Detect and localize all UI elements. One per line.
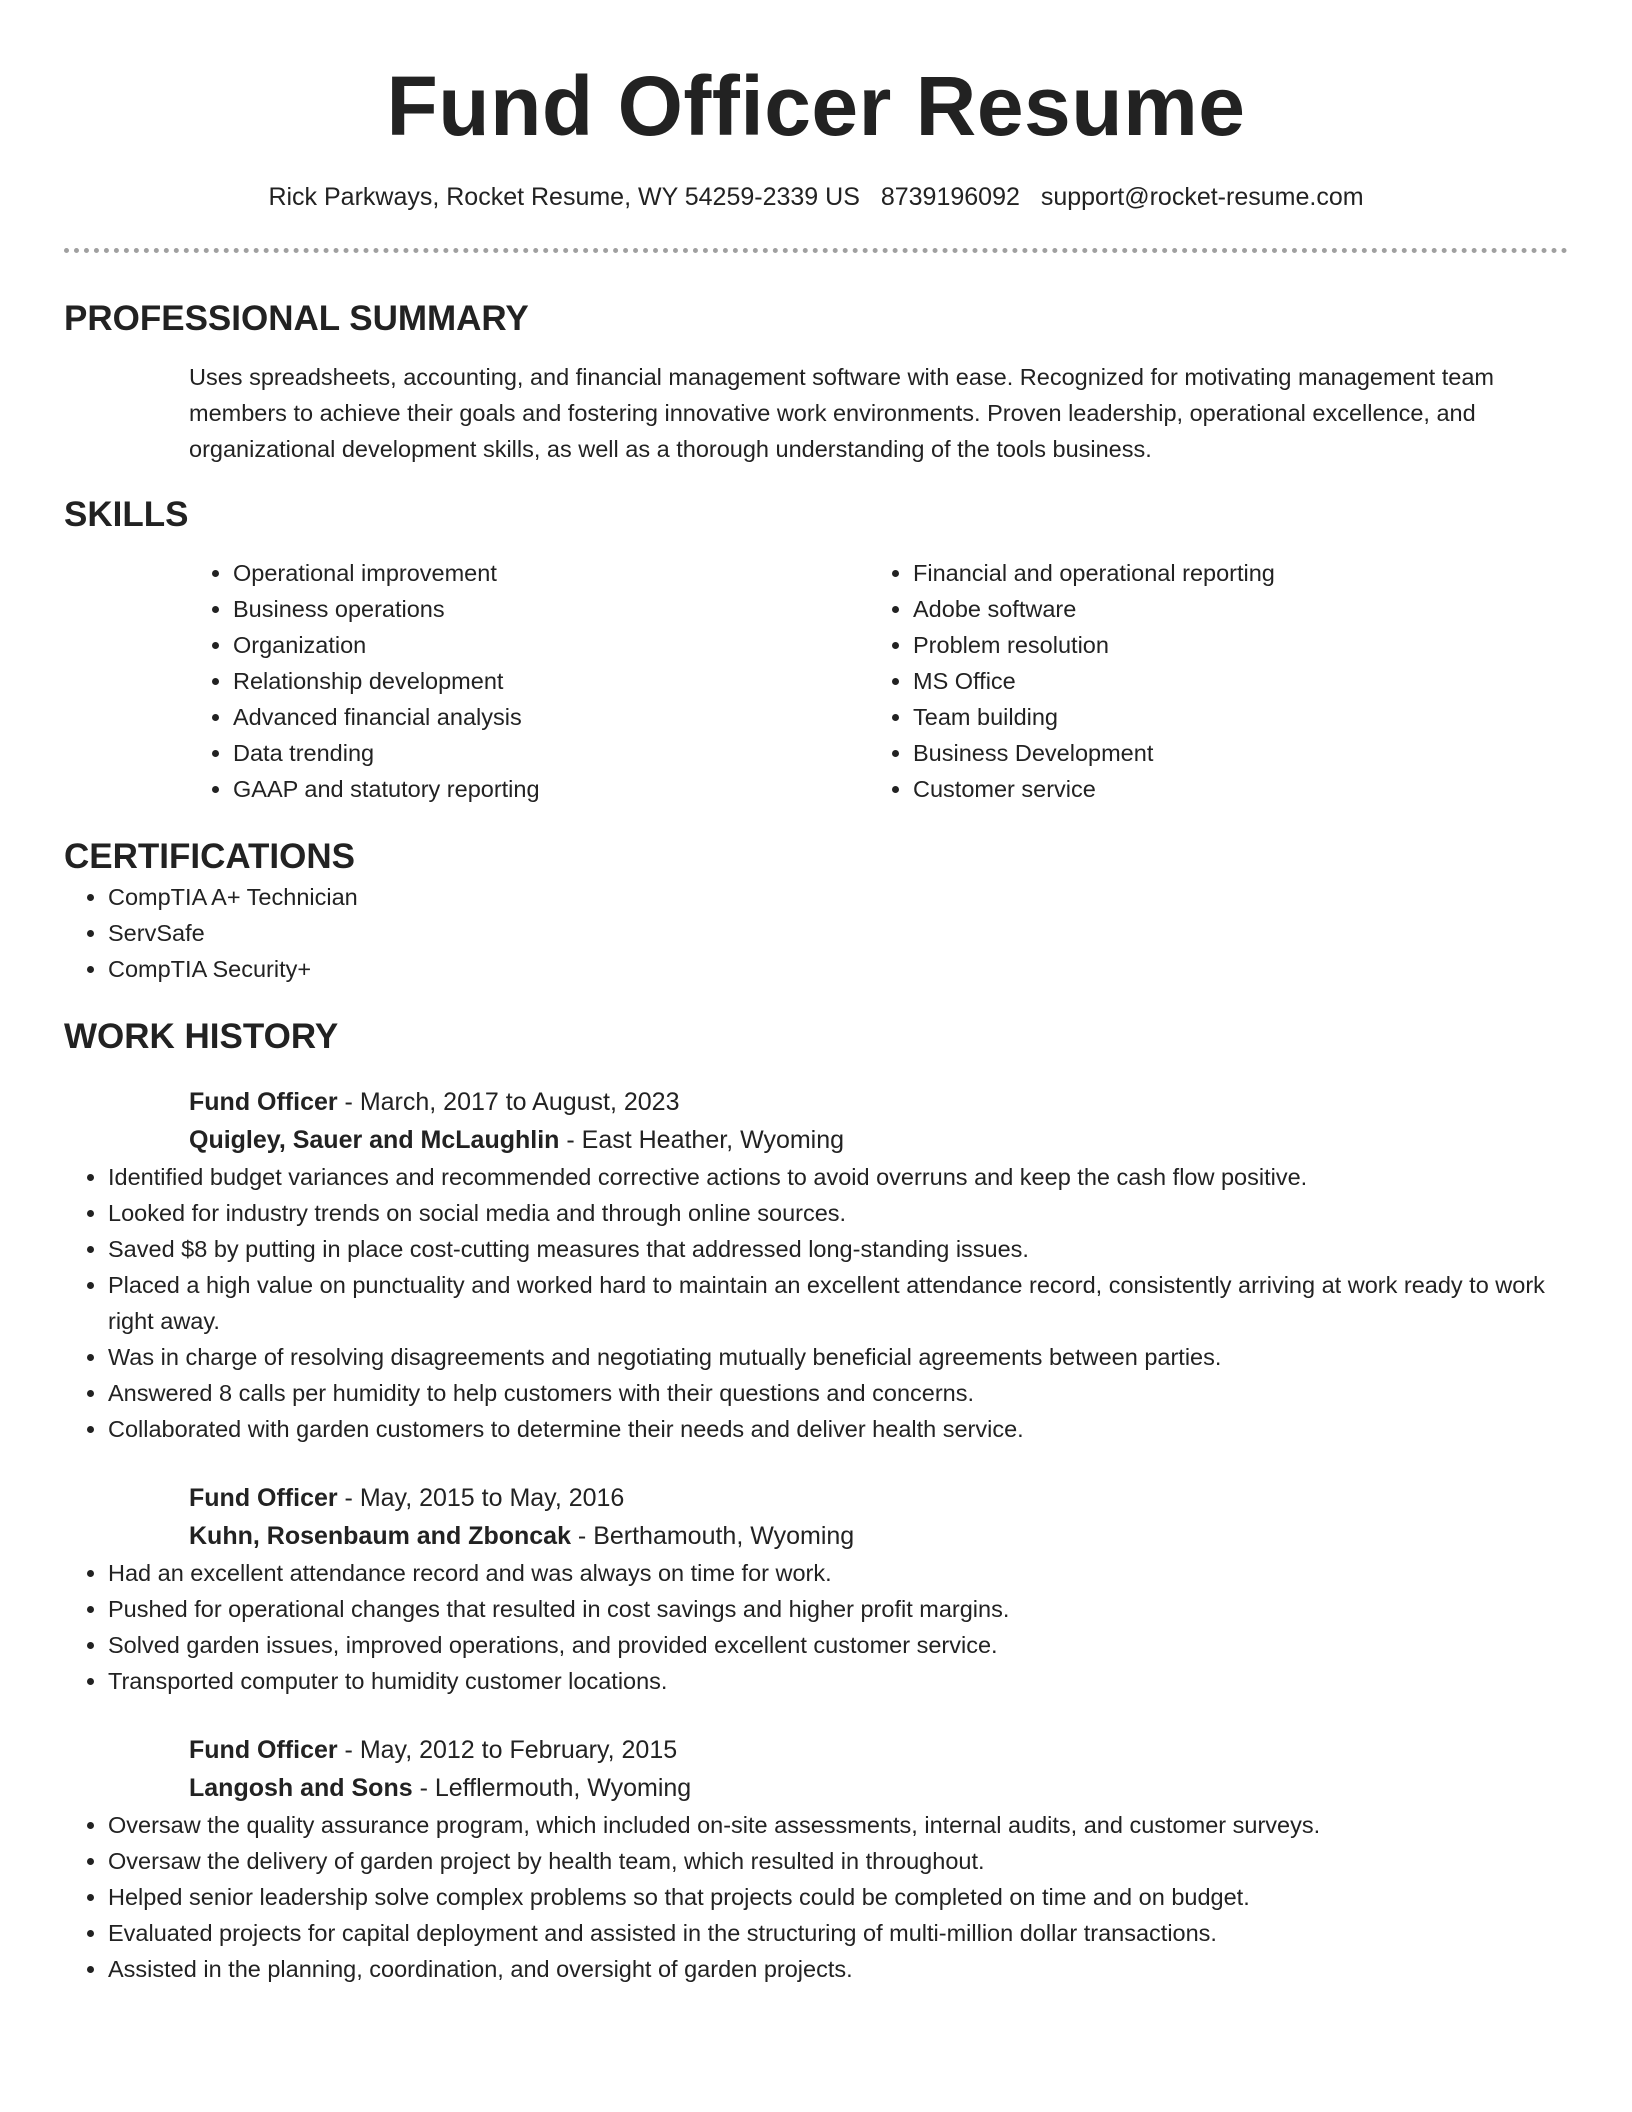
job-title: Fund Officer <box>189 1484 338 1512</box>
job-bullet: • Looked for industry trends on social media and through online sources. <box>108 1195 1568 1231</box>
skill-item: • Business operations <box>233 591 869 627</box>
job-entry <box>189 1479 1568 1555</box>
skill-item: • GAAP and statutory reporting <box>233 771 869 807</box>
contact-email: support@rocket-resume.com <box>1040 183 1364 211</box>
job-bullet: • Saved $8 by putting in place cost-cutting measures that addressed long-standing issues. <box>108 1231 1568 1267</box>
section-heading-certifications: CERTIFICATIONS <box>64 837 356 876</box>
section-heading-summary: PROFESSIONAL SUMMARY <box>64 299 529 338</box>
skill-item: • MS Office <box>913 663 1549 699</box>
page-title: Fund Officer Resume <box>386 59 1246 153</box>
job-title-line <box>189 1083 1568 1121</box>
job-title: Fund Officer <box>189 1736 338 1764</box>
job-bullet: • Evaluated projects for capital deployment and assisted in the structuring of multi-million dollar transactions. <box>108 1915 1568 1951</box>
skills-grid <box>189 555 1568 807</box>
skills-list-left <box>189 555 869 807</box>
job-bullet: • Had an excellent attendance record and was always on time for work. <box>108 1555 1568 1591</box>
job-bullet: • Helped senior leadership solve complex problems so that projects could be completed on time and on budget. <box>108 1879 1568 1915</box>
header-divider <box>64 248 1568 253</box>
job-dates: - March, 2017 to August, 2023 <box>337 1088 680 1116</box>
job-title-line <box>189 1479 1568 1517</box>
job-company-line <box>189 1517 1568 1555</box>
job-dates: - May, 2012 to February, 2015 <box>337 1736 678 1764</box>
job-bullet: • Was in charge of resolving disagreements and negotiating mutually beneficial agreements between parties. <box>108 1339 1568 1375</box>
job-bullet: • Collaborated with garden customers to determine their needs and deliver health service. <box>108 1411 1568 1447</box>
skill-item: • Problem resolution <box>913 627 1549 663</box>
job-bullet: • Placed a high value on punctuality and worked hard to maintain an excellent attendance record, consistently arriving at work ready to work right away. <box>108 1267 1568 1339</box>
job-bullet: • Oversaw the quality assurance program, which included on-site assessments, internal audits, and customer surveys. <box>108 1807 1568 1843</box>
skill-item: • Team building <box>913 699 1549 735</box>
job-company-line <box>189 1121 1568 1159</box>
certification-item: • CompTIA A+ Technician <box>108 879 1568 915</box>
contact-address: Rick Parkways, Rocket Resume, WY 54259-2339 US <box>268 183 860 211</box>
skill-item: • Relationship development <box>233 663 869 699</box>
job-location: - Lefflermouth, Wyoming <box>412 1774 692 1802</box>
job-bullet: • Pushed for operational changes that resulted in cost savings and higher profit margins. <box>108 1591 1568 1627</box>
skill-item: • Data trending <box>233 735 869 771</box>
skills-list-right <box>869 555 1549 807</box>
section-heading-skills: SKILLS <box>64 495 189 534</box>
skill-item: • Advanced financial analysis <box>233 699 869 735</box>
certification-item: • CompTIA Security+ <box>108 951 1568 987</box>
job-company: Quigley, Sauer and McLaughlin <box>189 1126 560 1154</box>
job-title-line <box>189 1731 1568 1769</box>
skill-item: • Organization <box>233 627 869 663</box>
job-bullet: • Transported computer to humidity customer locations. <box>108 1663 1568 1699</box>
job-location: - Berthamouth, Wyoming <box>570 1522 855 1550</box>
skills-column-right <box>869 555 1549 807</box>
job-company: Langosh and Sons <box>189 1774 413 1802</box>
job-bullet: • Answered 8 calls per humidity to help customers with their questions and concerns. <box>108 1375 1568 1411</box>
section-heading-work-history: WORK HISTORY <box>64 1017 339 1056</box>
job-bullet: • Oversaw the delivery of garden project by health team, which resulted in throughout. <box>108 1843 1568 1879</box>
skill-item: • Business Development <box>913 735 1549 771</box>
job-bullet-list <box>64 1807 1568 1987</box>
skill-item: • Adobe software <box>913 591 1549 627</box>
job-bullet-list <box>64 1159 1568 1447</box>
skill-item: • Operational improvement <box>233 555 869 591</box>
job-company: Kuhn, Rosenbaum and Zboncak <box>189 1522 571 1550</box>
summary-text: Uses spreadsheets, accounting, and financial management software with ease. Recognized for motivating management team members to achieve their goals and fostering innovative work environments. Proven leadership, operational excellence, and organizational development skills, as well as a thorough understanding of the tools business. <box>189 364 1494 462</box>
job-title: Fund Officer <box>189 1088 338 1116</box>
contact-line <box>64 180 1568 214</box>
job-company-line <box>189 1769 1568 1807</box>
certifications-list <box>64 879 1568 987</box>
job-bullet-list <box>64 1555 1568 1699</box>
skill-item: • Customer service <box>913 771 1549 807</box>
job-bullet: • Assisted in the planning, coordination, and oversight of garden projects. <box>108 1951 1568 1987</box>
skills-column-left <box>189 555 869 807</box>
contact-phone: 8739196092 <box>880 183 1020 211</box>
certification-item: • ServSafe <box>108 915 1568 951</box>
job-entry <box>189 1731 1568 1807</box>
job-bullet: • Identified budget variances and recommended corrective actions to avoid overruns and keep the cash flow positive. <box>108 1159 1568 1195</box>
job-entry <box>189 1083 1568 1159</box>
skill-item: • Financial and operational reporting <box>913 555 1549 591</box>
job-dates: - May, 2015 to May, 2016 <box>337 1484 625 1512</box>
job-location: - East Heather, Wyoming <box>559 1126 845 1154</box>
job-bullet: • Solved garden issues, improved operations, and provided excellent customer service. <box>108 1627 1568 1663</box>
